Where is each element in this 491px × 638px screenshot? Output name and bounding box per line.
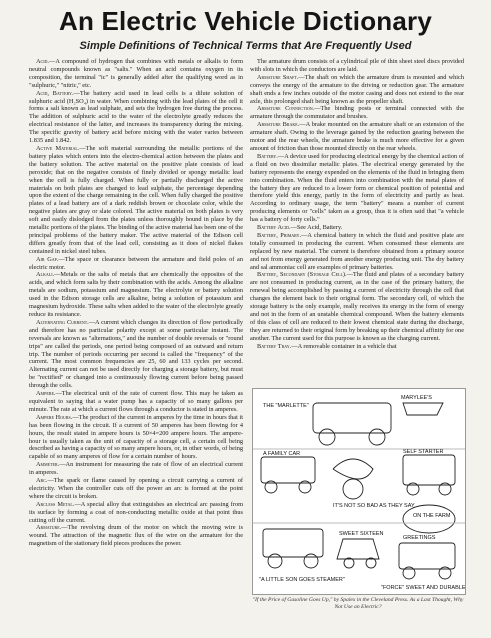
definition-text: —The product of the current in amperes by the time in hours that it has been flowing in the circuit. If a current of 50 amperes has been flowing for 4 hours, the result stated in ampere hours is 50×4=200 ampere hours. The ampere-hour is usually taken as the unit of capacity of a storage cell, a certain cell being described as having a capacity of so many ampere hours, or, in other words, of being capable of so many amperes of flow for a certain number of hours. (29, 413, 243, 461)
definition-term: Battery, Primary. (257, 231, 302, 239)
definition-term: Active Material. (36, 144, 80, 152)
definition-term: Ampere. (36, 390, 56, 398)
definition-entry (29, 390, 243, 414)
car-body-top (313, 403, 391, 433)
cartoon-label: A FAMILY CAR (263, 451, 301, 457)
definition-term: Battery Acid. (257, 224, 291, 232)
definition-entry (250, 74, 464, 106)
definition-entry (29, 461, 243, 477)
definition-entry (29, 319, 243, 390)
definition-entry (29, 524, 243, 548)
definition-text: —The soft material surrounding the metallic portions of the battery plates which enters into the electro-chemical action between the plates and the battery solution. The active material on the positive plate consists of lead peroxide; that on the negative consists of finely divided or spongy metallic lead when the cell is fully charged. When fully or partially discharged the active materials on both plates are changed to lead sulphate, the percentage depending upon the extent of the charge remaining in the cell. When fully charged the positive plates of a lead battery are of a dark reddish brown or chocolate color, while the negative plates are gray or slate colored. The active material on both plates is very soft and easily dislodged from the plates unless thoroughly bound in place by the metallic portions of the plates. The binding of the active material has been one of the principal problems of the battery maker. The active material of the Edison cell differs greatly from that of the lead cell, consisting as it does of nickel flakes contained in nickel steel tubes. (29, 144, 243, 255)
definition-term: Arc. (36, 477, 48, 485)
definition-term: Acid, Battery. (36, 89, 74, 97)
definition-text: —The revolving drum of the motor on which the moving wire is wound. The attraction of the magnetic flux of the wire on the armature for the magnetism of the stationary field pieces produces the power. (29, 524, 243, 548)
definition-text: —Metals or the salts of metals that are chemically the opposites of the acids, and which form salts by their combination with the acids. Among the alkaline metals are sodium, potassium and magnesium. The electrolyte or battery solution used in the Edison storage cells are alkaline, being a solution of potassium and magnesium hydroxide. These salts when added to the water of the electrolyte greatly reduce its resistance. (29, 271, 243, 318)
definition-term: Battery, Secondary (Storage Cell). (257, 271, 347, 279)
definition-entry (250, 58, 464, 74)
definition-term: Armature. (36, 524, 62, 532)
definition-entry (250, 232, 464, 272)
cartoon-label: "A LITTLE SON GOES STEAMER" (259, 577, 345, 583)
definition-entry (250, 105, 464, 121)
definition-entry (250, 121, 464, 153)
sweet-sixteen-wheel-left (344, 558, 354, 568)
definition-entry (250, 153, 464, 224)
sweet-sixteen-car (337, 539, 379, 559)
left-column (29, 58, 243, 630)
definition-term: Alkali. (36, 271, 55, 279)
definition-text: The armature drum consists of a cylindrical pile of thin sheet steel discs provided with slots in which the conductors are laid. (250, 58, 464, 73)
definition-term: Battery. (257, 152, 278, 160)
definition-text: —The space or clearance between the armature and field poles of an electric motor. (29, 255, 243, 271)
definition-term: Acid. (36, 58, 50, 65)
cartoon-label: SELF STARTER (403, 449, 444, 455)
definition-text: —A brake mounted on the armature shaft or an extension of the armature shaft. Owing to the leverage gained by the reduction gearing between the motor and the rear wheels, the armature brake is much more effective for a given amount of friction than those mounted directly on the rear wheels. (250, 121, 464, 152)
definition-term: Arcless Metal. (36, 500, 75, 508)
car-wheel-top-right (369, 429, 385, 445)
cartoon-svg (253, 389, 465, 594)
definition-text: —A special alloy that extinguishes an electrical arc passing from its surface by forming a coat of non-conducting metallic oxide at that point thus cutting off the current. (29, 500, 243, 524)
page-title: An Electric Vehicle Dictionary (58, 6, 433, 36)
self-starter-car (403, 455, 455, 485)
cartoon-illustration (252, 388, 466, 595)
definition-term: Alternating Current. (36, 318, 89, 326)
definition-term: Ampere Hours. (36, 413, 73, 421)
definition-entry (29, 256, 243, 272)
definition-entry (29, 271, 243, 318)
definition-text: —A compound of hydrogen that combines with metals or alkalis to form neutral compounds known as "salts." When an acid contains oxygen in its composition, the terminal "ic" is generally added after the qualifying word as in "sulphuric," "nitric," etc. (29, 58, 243, 89)
definition-entry (29, 58, 243, 90)
definition-entry (29, 477, 243, 501)
definition-entry (29, 90, 243, 145)
center-figure (333, 459, 373, 479)
family-car (261, 457, 315, 483)
right-column (250, 58, 464, 384)
steamer-car (263, 529, 323, 557)
definition-text: —A chemical battery in which the fluid and positive plate are totally consumed in producing the current. When consumed these elements are replaced by new material. The current is therefore obtained from a primary source and not from energy generated from another energy producing unit. The dry battery and sal ammoniac cell are examples of primary batteries. (250, 231, 464, 271)
definition-term: Air Gap. (36, 255, 59, 263)
pump-sign (403, 403, 443, 415)
steamer-wheel-right (304, 554, 318, 568)
definition-entry (250, 271, 464, 342)
definition-entry (250, 224, 464, 232)
sweet-sixteen-wheel-right (366, 558, 376, 568)
definition-term: Armature Brake. (257, 121, 300, 129)
cartoon-label: GREETINGS (403, 535, 436, 541)
definition-entry (250, 343, 464, 351)
definition-text: —An instrument for measuring the rate of flow of an electrical current in amperes. (29, 461, 243, 477)
definition-text: —The binding posts or terminal connected with the armature through the commutator and brushes. (250, 105, 464, 121)
durable-car (399, 543, 455, 569)
page-subtitle: Simple Definitions of Technical Terms that Are Frequently Used (79, 40, 412, 52)
speech-bubble (403, 505, 455, 533)
definition-term: Armature Shaft. (257, 73, 299, 81)
definition-entry (29, 501, 243, 525)
definition-text: —The spark or flame caused by opening a circuit carrying a current of electricity. When the controller cuts off the power an arc is formed at the point where the circuit is broken. (29, 477, 243, 500)
definition-term: Armature Connection. (257, 105, 315, 113)
definition-text: —The shaft on which the armature drum is mounted and which conveys the energy of the armature to the driving or reduction gear. The armature shaft ends a few inches outside of the motor casing and does not extend to the rear axle, this prolonged shaft being known as the propeller shaft. (250, 73, 464, 105)
definition-text: —The battery acid used in lead cells is a dilute solution of sulphuric acid (H₂SO₄) in water. When combining with the lead plates of the cell it forms a salt known as lead sulphate, and sets the hydrogen free during the process. The addition of sulphuric acid to the water of the electrolyte greatly reduces the electrical resistance of the latter, and increases its transparency during the mixing. The specific gravity of battery acid before mixing with the water varies between 1.835 and 1.842. (29, 89, 243, 145)
definition-text: —A device used for producing electrical energy by the chemical action of a fluid on two dissimilar metallic plates. The electrical energy generated by the battery represents the energy expended on the elements of the fluid in bringing them into combination. When the fluid enters into combination with the metal plates of the battery they are reduced to a lower form or chemical position of potential and therefore yield this energy, partly in the form of electricity and partly as heat. According to ordinary usage, the term "battery" means a number of current producing elements or "cells" taken as a group, thus it is often said that "a vehicle has a battery of forty cells." (250, 152, 464, 224)
definition-entry (29, 414, 243, 461)
cartoon-caption: "If the Price of Gasoline Goes Up," by Spalex in the Cleveland Press. As a Last Thought, Why Not Use an Electric? (252, 597, 464, 610)
definition-text: —See Acid, Battery. (290, 224, 343, 232)
car-wheel-top-left (319, 429, 335, 445)
definition-term: Ammeter. (36, 461, 60, 469)
definition-entry (29, 145, 243, 256)
cartoon-label: THE "MARLETTE" (263, 403, 309, 409)
cartoon-label: ON THE FARM (413, 513, 451, 519)
definition-text: —A removable container in a vehicle that (291, 342, 397, 350)
steamer-wheel-left (268, 554, 282, 568)
cartoon-label: IT'S NOT SO BAD AS THEY SAY (333, 503, 415, 509)
definition-text: —The fluid and plates of a secondary battery are not consumed in producing current, as in the case of the primary battery, the renewal being accomplished by passing a current of electricity through the cell that changes the element back to their original form. The secondary cell, of which the storage battery is the only example, really receives its energy in the form of energy and not in the form of an unstable chemical compound. When the battery elements of this class of cell are reduced to their lowest chemical state during the discharge, they are returned to their original form by breaking up their chemical affinity for one another. The current used for this purpose is known as the charging current. (250, 271, 464, 342)
definition-text: —The electrical unit of the rate of current flow. This may be taken as equivalent to saying that a water pump has a capacity of so many gallons per minute. The rate at which a current flows through a conductor is stated in amperes. (29, 390, 243, 413)
center-wheel (343, 479, 363, 499)
definition-term: Battery Tray. (257, 342, 292, 350)
cartoon-label: "FORCE" SWEET AND DURABLE (381, 585, 465, 591)
definition-text: —A current which changes its direction of flow periodically and therefore has no particular polarity except at some particular instant. The reversals are known as "alternations," and the number of double reversals or "round trips" are called the periods, one period being composed of an outward and return trip. The number of periods occurring per second is called the "frequency" of the current. The most common frequencies are 25, 60 and 133 cycles per second. Alternating current can not be used directly for charging a storage battery, but must be "rectified" or changed into a continuously flowing current before being passed through the cells. (29, 318, 243, 390)
cartoon-label: SWEET SIXTEEN (339, 531, 384, 537)
cartoon-label: MARYLEE'S (401, 395, 432, 401)
